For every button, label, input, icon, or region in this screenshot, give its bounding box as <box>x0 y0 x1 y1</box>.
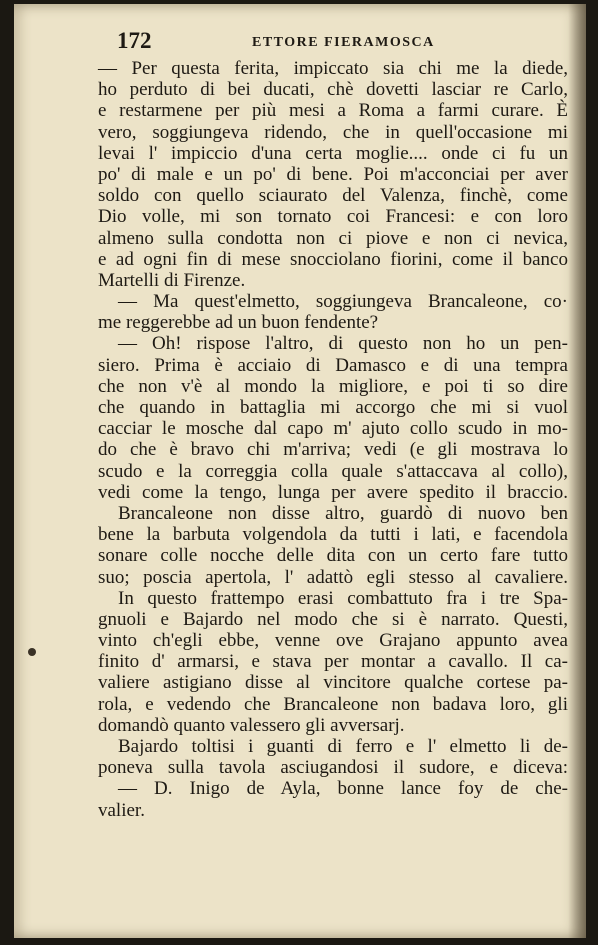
text-line: — Per questa ferita, impiccato sia chi me la diede, <box>98 58 568 79</box>
text-line: finito d' armarsi, e stava per montar a cavallo. Il ca- <box>98 651 568 673</box>
text-line: almeno sulla condotta non ci piove e non ci nevica, <box>98 227 568 249</box>
text-line: levai l' impiccio d'una certa moglie.... onde ci fu un <box>98 142 568 164</box>
page-number: 172 <box>117 28 152 53</box>
text-line: Brancaleone non disse altro, guardò di nuovo ben <box>118 502 568 524</box>
text-line: po' di male e un po' di bene. Poi m'acconciai per aver <box>98 163 568 185</box>
book-page <box>14 4 586 938</box>
text-line: rola, e vedendo che Brancaleone non badava loro, gli <box>98 693 568 715</box>
text-line: vero, soggiungeva ridendo, che in quell'occasione mi <box>98 121 568 143</box>
text-line: Dio volle, mi son tornato coi Francesi: e con loro <box>98 206 568 228</box>
text-line: Martelli di Firenze. <box>98 269 246 291</box>
text-line: valiere astigiano disse al vincitore qualche cortese pa- <box>98 672 568 694</box>
page-header <box>117 28 517 58</box>
text-line: e ad ogni fin di mese snocciolano fiorini, come il banco <box>98 248 568 270</box>
body-text <box>98 58 568 821</box>
text-line: ho perduto di bei ducati, chè dovetti lasciar re Carlo, <box>98 79 568 101</box>
running-title: ETTORE FIERAMOSCA <box>252 35 435 50</box>
text-line: — Oh! rispose l'altro, di questo non ho un pen- <box>118 333 568 355</box>
text-line: gnuoli e Bajardo nel modo che si è narrato. Questi, <box>98 608 568 630</box>
text-line: suo; poscia apertola, l' adattò egli stesso al cavaliere. <box>98 566 568 588</box>
text-line: sonare colle nocche delle dita con un certo fare tutto <box>98 545 568 567</box>
text-line: do che è bravo chi m'arriva; vedi (e gli mostrava lo <box>98 439 568 461</box>
page-edge-shadow <box>568 4 586 938</box>
text-line: valier. <box>98 799 145 821</box>
text-line: — D. Inigo de Ayla, bonne lance foy de che- <box>118 778 568 800</box>
text-line: cacciar le mosche dal capo m' ajuto collo scudo in mo- <box>98 418 568 440</box>
text-line: Bajardo toltisi i guanti di ferro e l' elmetto li de- <box>118 736 568 757</box>
text-line: che quando in battaglia mi accorgo che mi si vuol <box>98 397 568 418</box>
ink-spot <box>28 648 36 656</box>
text-line: bene la barbuta volgendola da tutti i lati, e facendola <box>98 524 568 546</box>
text-line: scudo e la correggia colla quale s'attaccava al collo), <box>98 460 568 482</box>
text-line: In questo frattempo erasi combattuto fra i tre Spa- <box>118 587 568 609</box>
text-line: che non v'è al mondo la migliore, e poi ti so dire <box>98 375 568 397</box>
text-line: me reggerebbe ad un buon fendente? <box>98 312 379 334</box>
text-line: e restarmene per più mesi a Roma a farmi curare. È <box>98 100 568 122</box>
text-line: soldo con quello sciaurato del Valenza, finchè, come <box>98 185 568 207</box>
text-line: vinto ch'egli ebbe, venne ove Grajano appunto avea <box>98 630 568 652</box>
text-line: — Ma quest'elmetto, soggiungeva Brancaleone, co· <box>118 291 568 313</box>
text-line: vedi come la tengo, lunga per avere spedito il braccio. <box>98 481 568 503</box>
text-line: domandò quanto valessero gli avversarj. <box>98 714 405 736</box>
text-line: siero. Prima è acciaio di Damasco e di una tempra <box>98 354 568 376</box>
text-line: poneva sulla tavola asciugandosi il sudore, e diceva: <box>98 757 568 779</box>
